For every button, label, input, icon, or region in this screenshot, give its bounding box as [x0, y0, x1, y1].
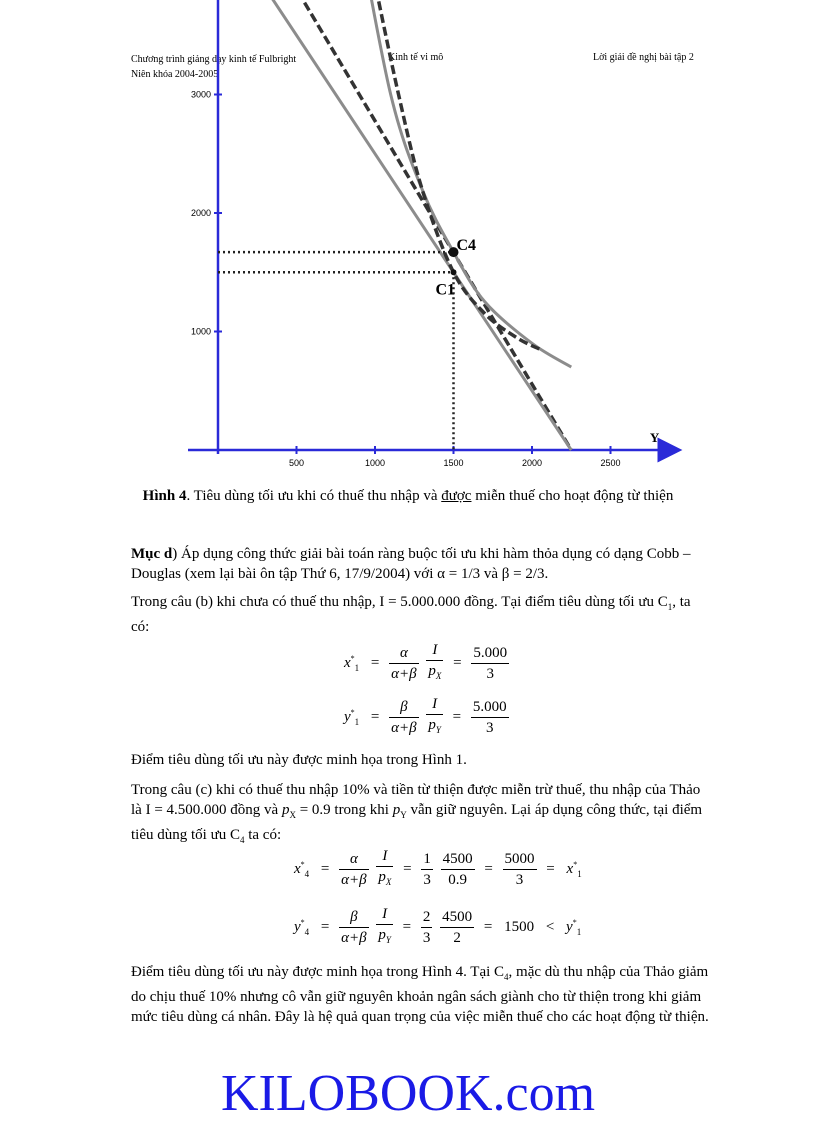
eq-sign: = — [453, 654, 462, 671]
eq-den: 0.9 — [448, 871, 467, 888]
case-b-text-end: , ta có: — [131, 594, 691, 635]
muc-d-label: Mục d — [131, 546, 173, 562]
eq-den: 3 — [485, 719, 494, 736]
eq-sign: = — [452, 708, 462, 725]
x-tick-label: 2000 — [521, 458, 543, 468]
eq-var: x — [344, 654, 351, 671]
x-tick-label: 1000 — [364, 458, 386, 468]
case-c-text: vẫn giữ nguyên. Lại áp dụng công thức, tại điểm tiêu dùng tối ưu C — [131, 802, 703, 843]
eq-sign: = — [370, 708, 380, 725]
equation-y1 — [340, 694, 511, 740]
eq-den: 2 — [453, 929, 461, 946]
y-tick-label: 3000 — [190, 89, 211, 100]
paragraph-muc-d — [131, 544, 711, 584]
eq-sub: 1 — [577, 868, 582, 879]
eq-num: I — [376, 846, 393, 867]
chart-marks — [218, 237, 476, 450]
header-title: Lời giải đề nghị bài tập 2 — [593, 52, 694, 63]
point-c1 — [451, 269, 457, 275]
figure-caption — [0, 488, 816, 505]
eq-sign: = — [402, 918, 412, 935]
eq-star: * — [572, 917, 577, 927]
eq-num: 5000 — [503, 849, 537, 870]
eq-star: * — [573, 859, 578, 869]
eq-sign: = — [546, 860, 555, 877]
conclusion-text-end: , mặc dù thu nhập của Thảo giảm do chịu thuế 10% nhưng cô vẫn giữ nguyên khoản ngân sách giành cho từ thiện trong khi giảm mức tiêu dùng cá nhân. Đây là hệ quả quan trọng của việc miễn thuế cho các hoạt động từ thiện. — [131, 964, 709, 1025]
eq-var: y — [344, 708, 351, 725]
y-tick-label: 2000 — [190, 208, 211, 218]
eq-num: 1 — [421, 849, 433, 870]
eq-p: p — [378, 869, 386, 885]
equation-x1 — [340, 640, 511, 686]
case-c-text: ta có: — [244, 827, 282, 843]
eq-num: 5.000 — [471, 697, 509, 718]
eq-p: p — [378, 927, 386, 943]
eq-star: * — [350, 707, 355, 717]
paragraph-case-b — [131, 592, 711, 637]
eq-den: α+β — [341, 929, 367, 946]
case-c-sub: 4 — [239, 835, 245, 845]
conclusion-text: Điểm tiêu dùng tối ưu này được minh họa trong Hình 4. Tại C — [131, 964, 505, 980]
header-program: Chương trình giảng dạy kinh tế Fulbright — [131, 54, 297, 65]
eq-sub: 1 — [354, 716, 360, 727]
eq-var: x — [566, 860, 574, 877]
eq-star: * — [350, 653, 355, 663]
eq-var: x — [294, 860, 301, 877]
eq-result: 1500 — [504, 918, 535, 935]
x-tick-label: 2500 — [600, 458, 621, 468]
kilobook-watermark: KILOBOOK.com — [220, 1065, 596, 1122]
eq-var: y — [566, 918, 573, 935]
x-tick-label: 500 — [288, 458, 305, 468]
eq-var: y — [294, 918, 301, 935]
label-c4: C4 — [456, 237, 477, 255]
figure-4-chart — [180, 89, 660, 468]
x-axis-label: Y — [649, 430, 660, 445]
paragraph-figure1-note: Điểm tiêu dùng tối ưu này được minh họa trong Hình 1. — [131, 752, 467, 768]
eq-sub: 4 — [304, 926, 310, 937]
header-course — [131, 52, 296, 82]
case-c-sub: X — [289, 810, 296, 820]
eq-num: α — [389, 643, 418, 664]
eq-sign: = — [370, 654, 380, 671]
caption-label: Hình 4 — [142, 488, 187, 504]
caption-text-pre: . Tiêu dùng tối ưu khi có thuế thu nhập và — [186, 488, 442, 504]
case-c-text: Trong câu (c) khi có thuế thu nhập 10% và tiền từ thiện được miễn trừ thuế, thu nhập của Thảo là I = 4.500.000 đồng và — [131, 782, 701, 818]
eq-den: 3 — [486, 665, 494, 682]
case-b-text: Trong câu (b) khi chưa có thuế thu nhập, I = 5.000.000 đồng. Tại điểm tiêu dùng tối ưu C — [131, 594, 668, 610]
eq-sign: = — [320, 918, 330, 935]
eq-den: 3 — [423, 871, 431, 888]
header-year: Niên khóa 2004-2005 — [131, 69, 219, 80]
eq-num: 2 — [421, 907, 433, 928]
eq-sub: 1 — [354, 662, 360, 673]
eq-sign: = — [320, 860, 330, 877]
muc-d-text: ) Áp dụng công thức giải bài toán ràng buộc tối ưu khi hàm thỏa dụng có dạng Cobb – Douglas (xem lại bài ôn tập Thứ 6, 17/9/2004) với α = 1/3 và β = 2/3. — [131, 546, 691, 582]
eq-sub: Y — [435, 725, 441, 735]
eq-star: * — [300, 917, 305, 927]
eq-sub: 4 — [304, 868, 310, 879]
header-subject: Kinh tế vi mô — [388, 52, 444, 63]
case-c-sub: Y — [400, 810, 407, 820]
eq-sign: = — [484, 860, 493, 877]
eq-den: α+β — [341, 871, 367, 888]
eq-num: I — [426, 640, 443, 661]
caption-text-post: miễn thuế cho hoạt động từ thiện — [471, 488, 674, 504]
eq-sign: = — [483, 918, 493, 935]
eq-num: 4500 — [441, 849, 475, 870]
eq-p: p — [428, 717, 436, 733]
eq-star: * — [300, 859, 305, 869]
eq-num: 5.000 — [471, 643, 509, 664]
eq-sign: = — [403, 860, 412, 877]
equation-x4 — [290, 846, 586, 892]
eq-num: I — [376, 904, 393, 925]
equation-y4 — [290, 904, 585, 950]
eq-sub: 1 — [576, 926, 582, 937]
y-tick-label: 1000 — [190, 326, 211, 337]
case-c-p: p — [392, 802, 401, 818]
x-tick-label: 1500 — [443, 458, 464, 468]
eq-den: α+β — [391, 665, 417, 682]
label-c1: C1 — [435, 281, 456, 299]
eq-den: 3 — [422, 929, 431, 946]
conclusion-sub: 4 — [504, 972, 509, 982]
eq-den: 3 — [515, 871, 524, 888]
eq-sub: X — [385, 877, 392, 887]
case-c-p: p — [281, 802, 290, 818]
paragraph-case-c — [131, 780, 711, 850]
eq-sub: Y — [385, 935, 391, 945]
caption-underlined: được — [441, 488, 472, 504]
case-c-text: = 0.9 trong khi — [295, 802, 393, 818]
eq-num: β — [339, 907, 368, 928]
paragraph-conclusion — [131, 962, 711, 1027]
eq-num: I — [426, 694, 443, 715]
eq-lt: < — [545, 918, 555, 935]
eq-num: α — [339, 849, 368, 870]
eq-num: 4500 — [440, 907, 474, 928]
case-b-sub: 1 — [667, 602, 673, 612]
eq-sub: X — [435, 671, 442, 681]
eq-p: p — [428, 663, 436, 679]
eq-den: α+β — [391, 719, 417, 736]
eq-num: β — [389, 697, 418, 718]
